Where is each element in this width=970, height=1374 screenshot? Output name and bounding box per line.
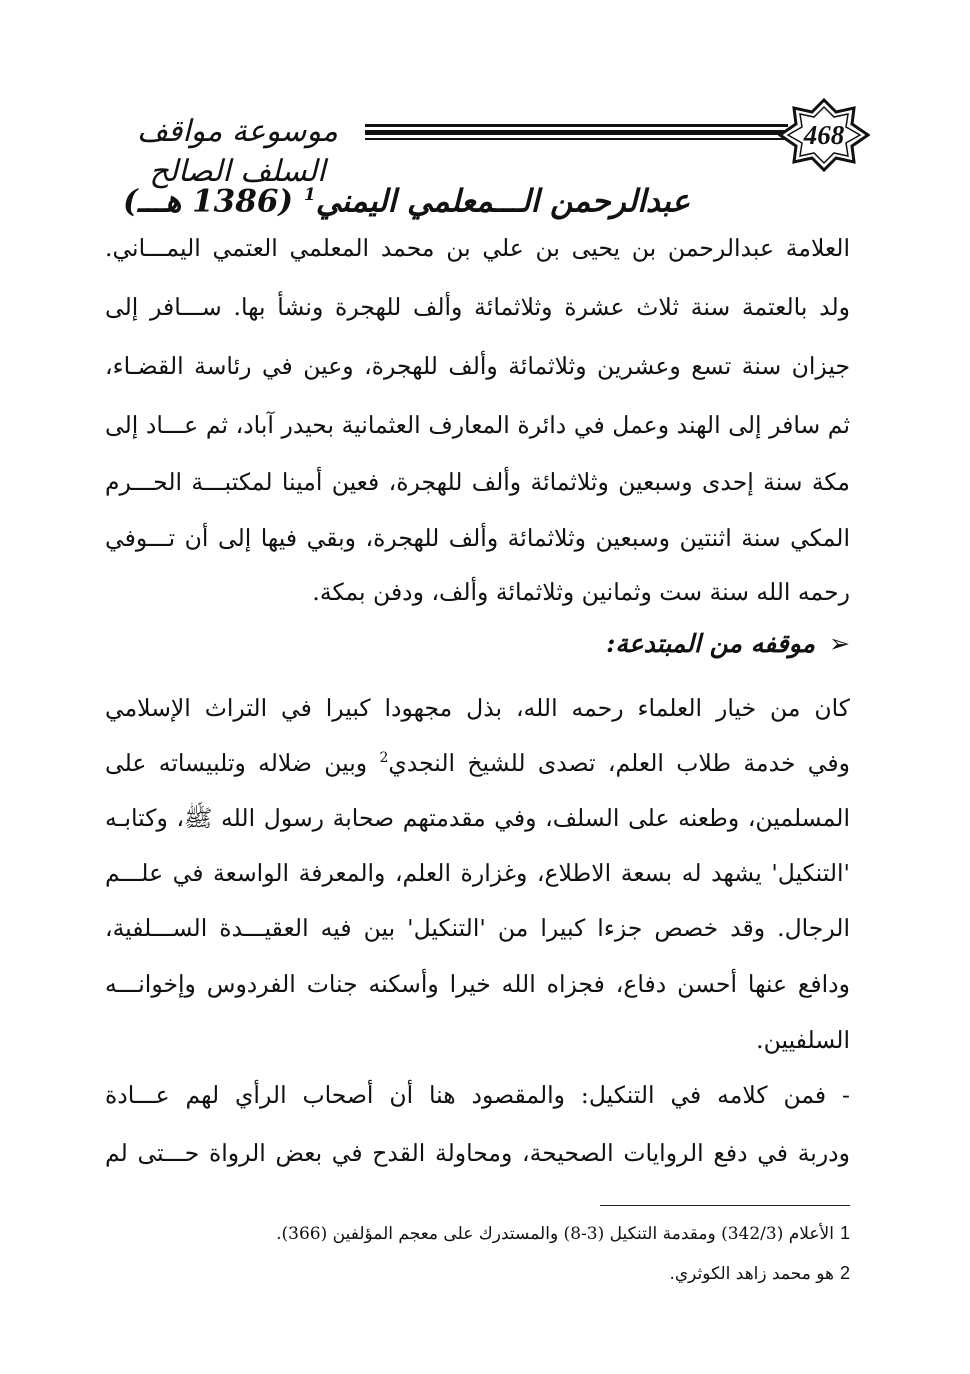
footnote xyxy=(300,1258,850,1289)
body-line: ولد بالعتمة سنة ثلاث عشرة وثلاثمائة وألف للهجرة ونشأ بها. ســـافر إلى xyxy=(105,293,850,321)
header-rule xyxy=(365,120,788,144)
body-line: 'التنكيل' يشهد له بسعة الاطلاع، وغزارة العلم، والمعرفة الواسعة في علـــم xyxy=(105,859,850,887)
body-line: العلامة عبدالرحمن بن يحيى بن علي بن محمد المعلمي العتمي اليمـــاني. xyxy=(105,234,850,262)
title-footnote-ref: 1 xyxy=(303,185,316,205)
body-line: مكة سنة إحدى وسبعين وثلاثمائة وألف للهجرة، فعين أمينا لمكتبـــة الحـــرم xyxy=(105,468,850,496)
body-line: جيزان سنة تسع وعشرين وثلاثمائة وألف للهجرة، وعين في رئاسة القضـاء، xyxy=(105,352,850,380)
page-number: 468 xyxy=(803,120,845,150)
article-title xyxy=(123,170,690,220)
footnote xyxy=(276,1218,850,1249)
body-line: رحمه الله سنة ست وثمانين وثلاثمائة وألف، ودفن بمكة. xyxy=(312,578,850,606)
body-line xyxy=(105,743,850,783)
page-number-badge xyxy=(778,98,870,172)
body-line: المسلمين، وطعنه على السلف، وفي مقدمتهم صحابة رسول الله ﷺ، وكتابـه xyxy=(105,804,850,832)
footnote-text: هو محمد زاهد الكوثري. xyxy=(669,1264,834,1284)
footnote-text: الأعلام (342/3) ومقدمة التنكيل (3-8) والمستدرك على معجم المؤلفين (366). xyxy=(276,1224,834,1244)
body-text-segment: وبين ضلاله وتلبيساته على xyxy=(105,749,380,777)
body-line: ودافع عنها أحسن دفاع، فجزاه الله خيرا وأسكنه جنات الفردوس وإخوانـــه xyxy=(105,970,850,998)
body-line: المكي سنة اثنتين وسبعين وثلاثمائة وألف للهجرة، وبقي فيها إلى أن تـــوفي xyxy=(105,524,850,552)
page-header xyxy=(110,104,870,189)
arrow-bullet-icon: ➢ xyxy=(829,629,850,658)
body-line: - فمن كلامه في التنكيل: والمقصود هنا أن أصحاب الرأي لهم عـــادة xyxy=(105,1081,850,1109)
title-name: عبدالرحمن الـــمعلمي اليمني xyxy=(315,183,690,220)
footnote-number: 1 xyxy=(839,1223,850,1243)
body-line: الرجال. وقد خصص جزءا كبيرا من 'التنكيل' بين فيه العقيـــدة الســـلفية، xyxy=(105,914,850,942)
body-line: السلفيين. xyxy=(756,1026,850,1054)
section-heading-text: موقفه من المبتدعة: xyxy=(606,629,816,658)
footnote-ref: 2 xyxy=(379,750,389,767)
section-heading xyxy=(400,622,850,666)
body-line: كان من خيار العلماء رحمه الله، بذل مجهودا كبيرا في التراث الإسلامي xyxy=(105,694,850,722)
footnote-separator xyxy=(600,1205,850,1206)
body-text-segment: وفي خدمة طلاب العلم، تصدى للشيخ النجدي xyxy=(388,749,850,777)
body-line: ودربة في دفع الروايات الصحيحة، ومحاولة القدح في بعض الرواة حـــتى لم xyxy=(105,1139,850,1167)
footnote-number: 2 xyxy=(839,1263,850,1283)
body-line: ثم سافر إلى الهند وعمل في دائرة المعارف العثمانية بحيدر آباد، ثم عـــاد إلى xyxy=(105,411,850,439)
title-date: (1386 هـــ) xyxy=(123,183,294,220)
series-title: موسوعة مواقف السلف الصالح xyxy=(136,114,339,189)
